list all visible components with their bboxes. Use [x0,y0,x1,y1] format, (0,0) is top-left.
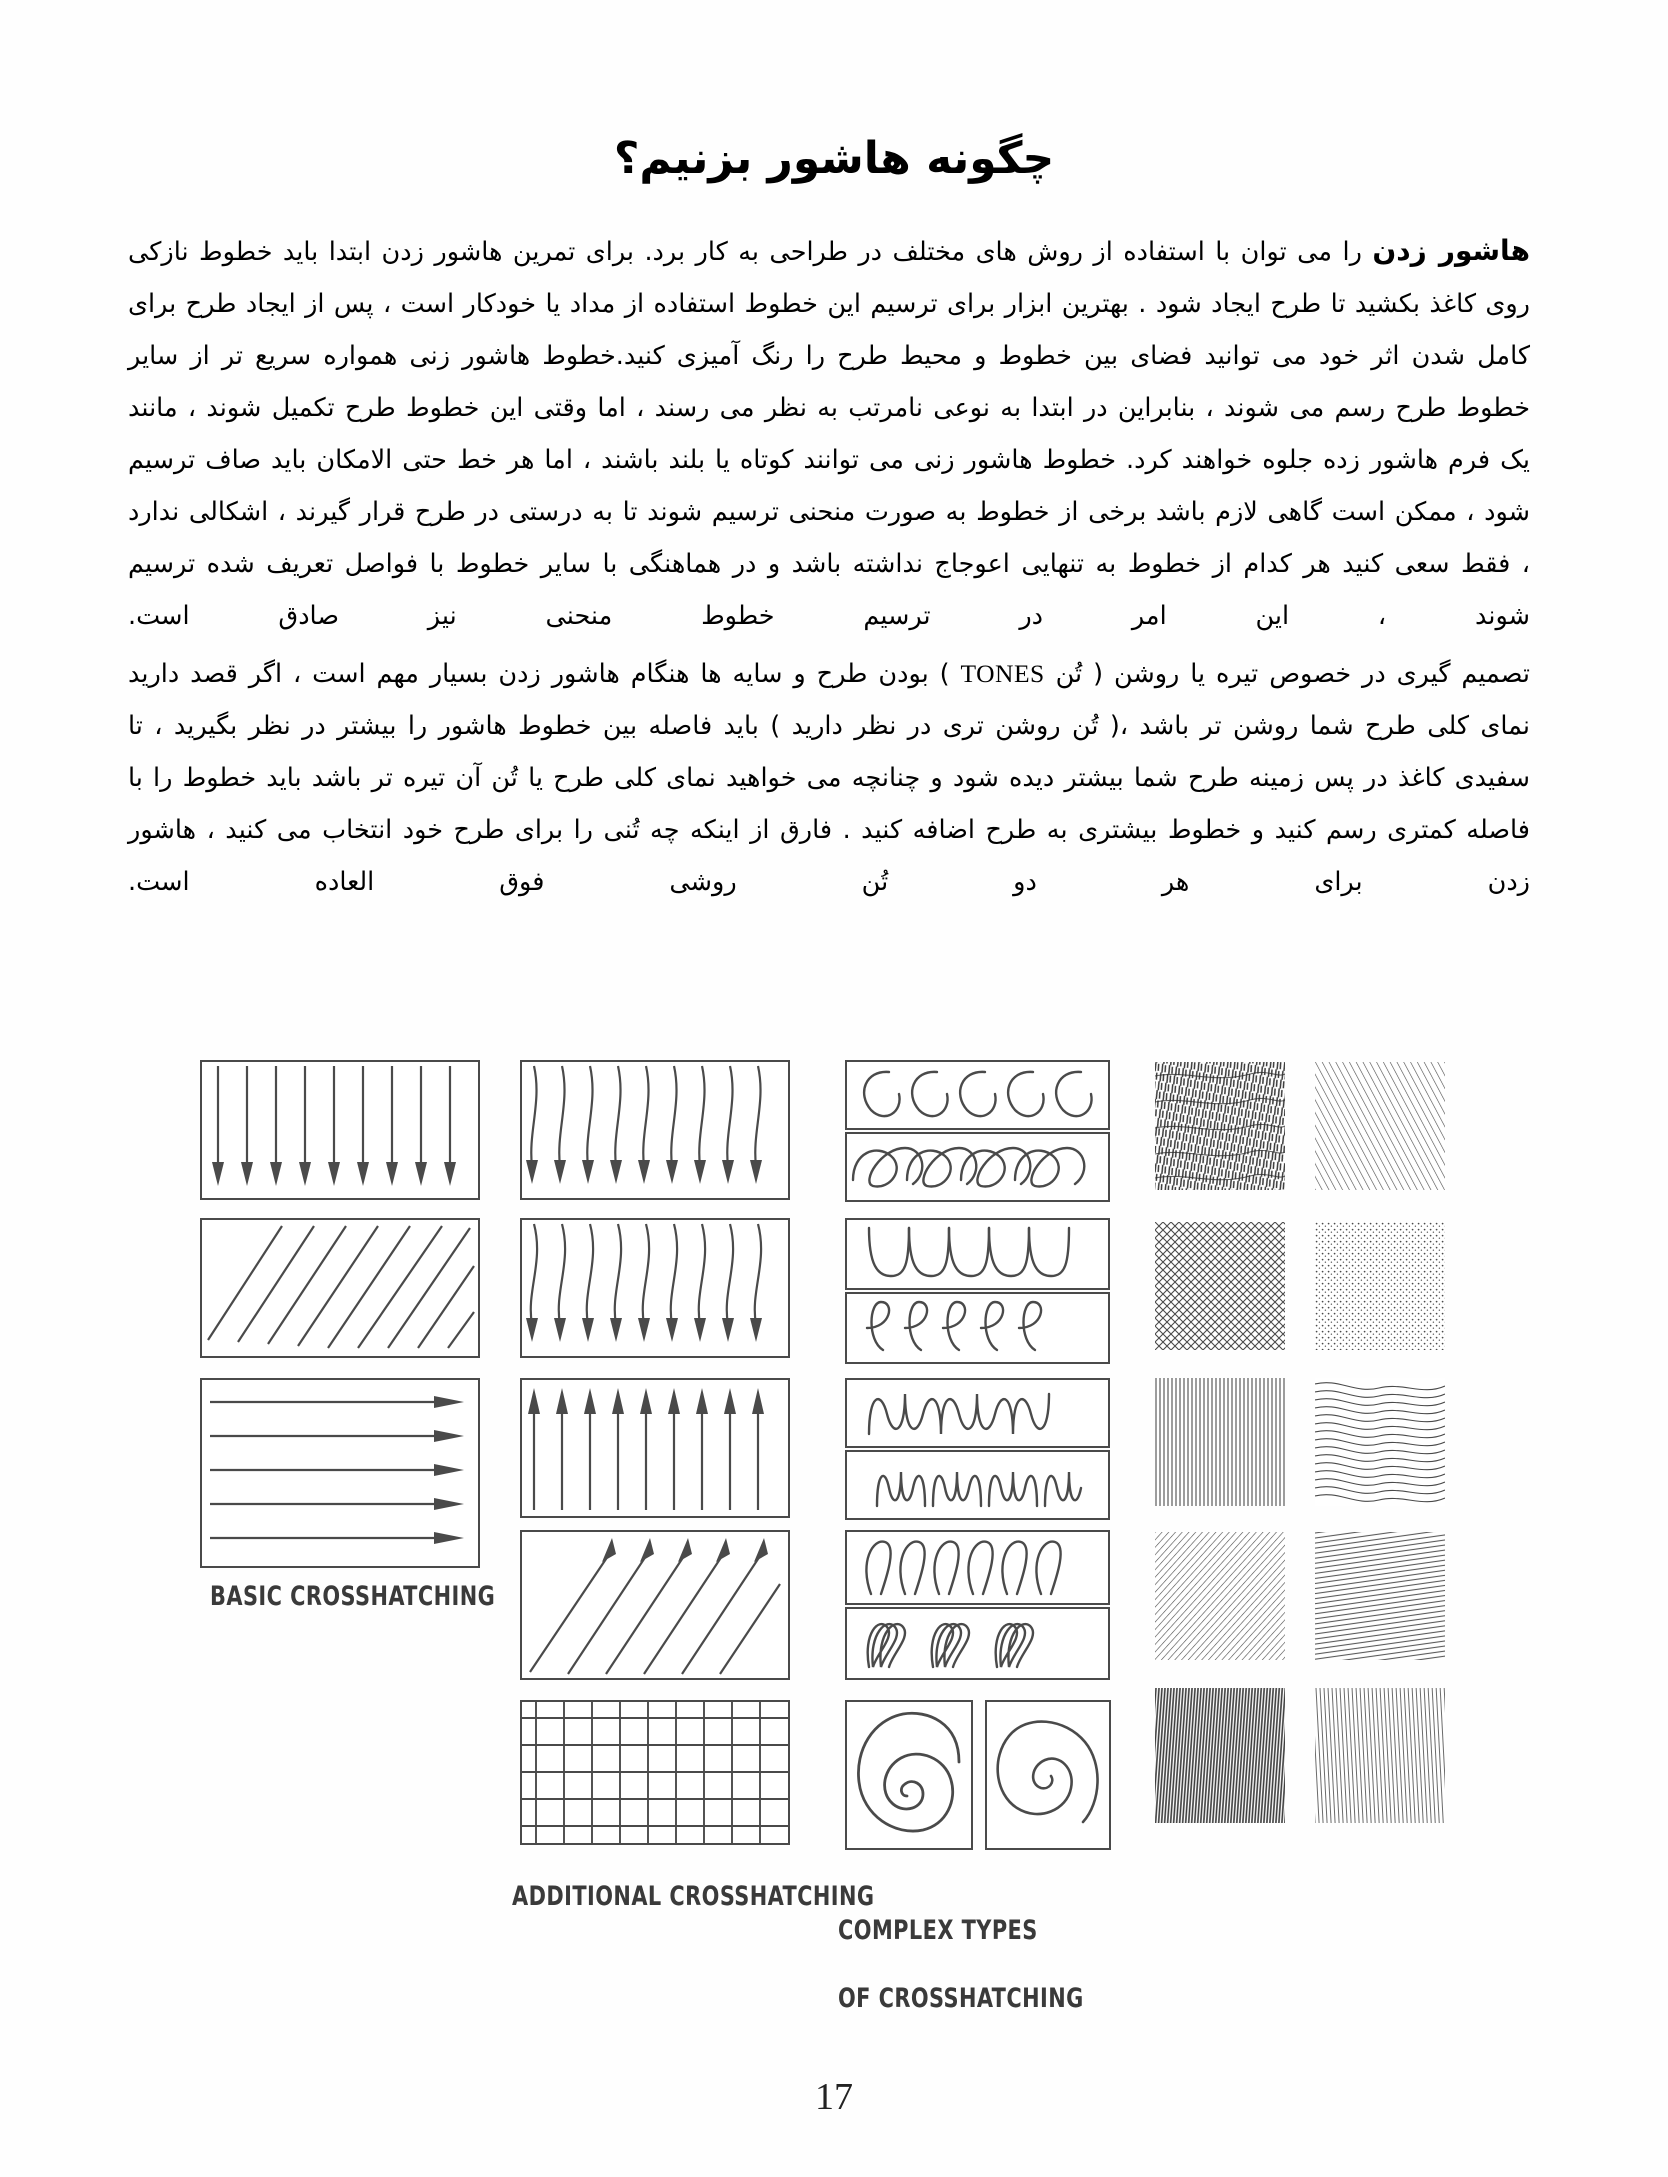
e-loops-art [847,1294,1108,1362]
swatch-texture-soft-hatch [1315,1532,1445,1660]
texture-stipple-art [1315,1222,1445,1350]
swatch-texture-diagonal-strokes [1315,1062,1445,1190]
round-spiral-art [987,1702,1109,1848]
caption-complex-types [838,1880,1084,2016]
swatch-vertical-up-arrows [520,1378,790,1518]
swatch-texture-stipple [1315,1222,1445,1350]
caption-additional-crosshatching: ADDITIONAL CROSSHATCHING [512,1881,875,1912]
c-scrolls-art [847,1062,1108,1128]
swatch-round-spiral [985,1700,1111,1850]
paragraph-1 [128,225,1530,642]
texture-fine-crosshatch-art [1155,1222,1285,1350]
swatch-texture-vertical-lines [1155,1378,1285,1506]
texture-angled-hatch-art [1155,1532,1285,1660]
texture-dark-vertical-art [1155,1688,1285,1823]
swatch-texture-angled-hatch [1155,1532,1285,1660]
vertical-up-arrows-art [522,1380,788,1516]
swatch-zigzag-loops [845,1607,1110,1680]
u-waves-art [847,1220,1108,1288]
texture-wavy-lines-art [1315,1378,1445,1506]
swatch-vertical-straight-arrows [200,1060,480,1200]
swatch-texture-dark-vertical [1155,1688,1285,1823]
swatch-m-waves [845,1378,1110,1448]
vertical-straight-arrows-art [202,1062,478,1198]
article-body [128,225,1530,910]
horizontal-arrows-art [202,1380,478,1566]
tight-m-waves-art [847,1452,1108,1518]
swatch-curved-down-arrows-a [520,1060,790,1200]
swatch-diagonal-straight [200,1218,480,1358]
curved-down-arrows-b-art [522,1220,788,1356]
m-waves-art [847,1380,1108,1446]
lead-term: هاشور زدن [1372,234,1530,267]
texture-vertical-lines-art [1155,1378,1285,1506]
texture-light-vertical-art [1315,1688,1445,1823]
paragraph-2 [128,648,1530,908]
crosshatching-figure [0,1050,1668,2050]
texture-diagonal-strokes-art [1315,1062,1445,1190]
swatch-c-scrolls [845,1060,1110,1130]
tones-term: TONES [960,659,1045,688]
swatch-texture-light-vertical [1315,1688,1445,1823]
paragraph-2-text-a: تصمیم گیری در خصوص تیره یا روشن ( تُن [1044,659,1530,689]
paragraph-1-text: را می توان با استفاده از روش های مختلف در طراحی به کار برد. برای تمرین هاشور زدن ابتدا باید خطوط نازکی روی کاغذ بکشید تا طرح ایجاد شود . بهترین ابزار برای ترسیم این خطوط استفاده از مداد یا خودکار است ، پس از ایجاد طرح برای کامل شدن اثر خود می توانید فضای بین خطوط و محیط طرح را رنگ آمیزی کنید.خطوط هاشور زنی همواره سریع تر از سایر خطوط طرح رسم می شوند ، بنابراین در ابتدا به نوعی نامرتب به نظر می رسند ، اما وقتی این خطوط طرح تکمیل شوند ، مانند یک فرم هاشور زده جلوه خواهند کرد. خطوط هاشور زنی می توانند کوتاه یا بلند باشند ، اما هر خط حتی الامکان باید صاف ترسیم شود ، ممکن است گاهی لازم باشد برخی از خطوط به صورت منحنی ترسیم شوند تا به درستی در طرح قرار گیرند ، اشکالی ندارد ، فقط سعی کنید هر کدام از خطوط به تنهایی اعوجاج نداشته باشد و در هماهنگی با سایر خطوط با فواصل تعریف شده ترسیم شوند ، این امر در ترسیم خطوط منحنی نیز صادق است. [128,237,1530,631]
zigzag-loops-art [847,1609,1108,1678]
curved-down-arrows-a-art [522,1062,788,1198]
grid-crosshatch-art [522,1702,788,1843]
swatch-oval-spiral [845,1700,973,1850]
swatch-curved-down-arrows-b [520,1218,790,1358]
caption-complex-line2: OF CROSSHATCHING [838,1983,1084,2014]
oval-spiral-art [847,1702,971,1848]
swatch-grid-crosshatch [520,1700,790,1845]
swatch-l-loops [845,1530,1110,1605]
swatch-texture-fine-crosshatch [1155,1222,1285,1350]
swatch-horizontal-arrows [200,1378,480,1568]
texture-dense-scribble-art [1155,1062,1285,1190]
texture-soft-hatch-art [1315,1532,1445,1660]
page-title: چگونه هاشور بزنیم؟ [613,133,1055,185]
swatch-looping-coils [845,1132,1110,1202]
swatch-texture-dense-scribble [1155,1062,1285,1190]
swatch-u-waves [845,1218,1110,1290]
caption-basic-crosshatching: BASIC CROSSHATCHING [210,1581,496,1612]
caption-complex-line1: COMPLEX TYPES [838,1915,1038,1946]
swatch-e-loops [845,1292,1110,1364]
paragraph-2-text-b: ) بودن طرح و سایه ها هنگام هاشور زدن بسیار مهم است ، اگر قصد دارید نمای کلی طرح شما روشن تر باشد ،( تُن روشن تری در نظر دارید ) باید فاصله بین خطوط هاشور را بیشتر در نظر بگیرید ، تا سفیدی کاغذ در پس زمینه طرح شما بیشتر دیده شود و چنانچه می خواهید نمای کلی طرح یا تُن آن تیره تر باشد باید خطوط را با فاصله کمتری رسم کنید و خطوط بیشتری به طرح اضافه کنید . فارق از اینکه چه تُنی را برای طرح خود انتخاب می کنید ، هاشور زدن برای هر دو تُن روشی فوق العاده است. [128,659,1530,897]
swatch-diagonal-up-arrows [520,1530,790,1680]
diagonal-up-arrows-art [522,1532,788,1678]
swatch-texture-wavy-lines [1315,1378,1445,1506]
looping-coils-art [847,1134,1108,1200]
diagonal-straight-art [202,1220,478,1356]
swatch-tight-m-waves [845,1450,1110,1520]
l-loops-art [847,1532,1108,1603]
page-number: 17 [815,2076,853,2118]
